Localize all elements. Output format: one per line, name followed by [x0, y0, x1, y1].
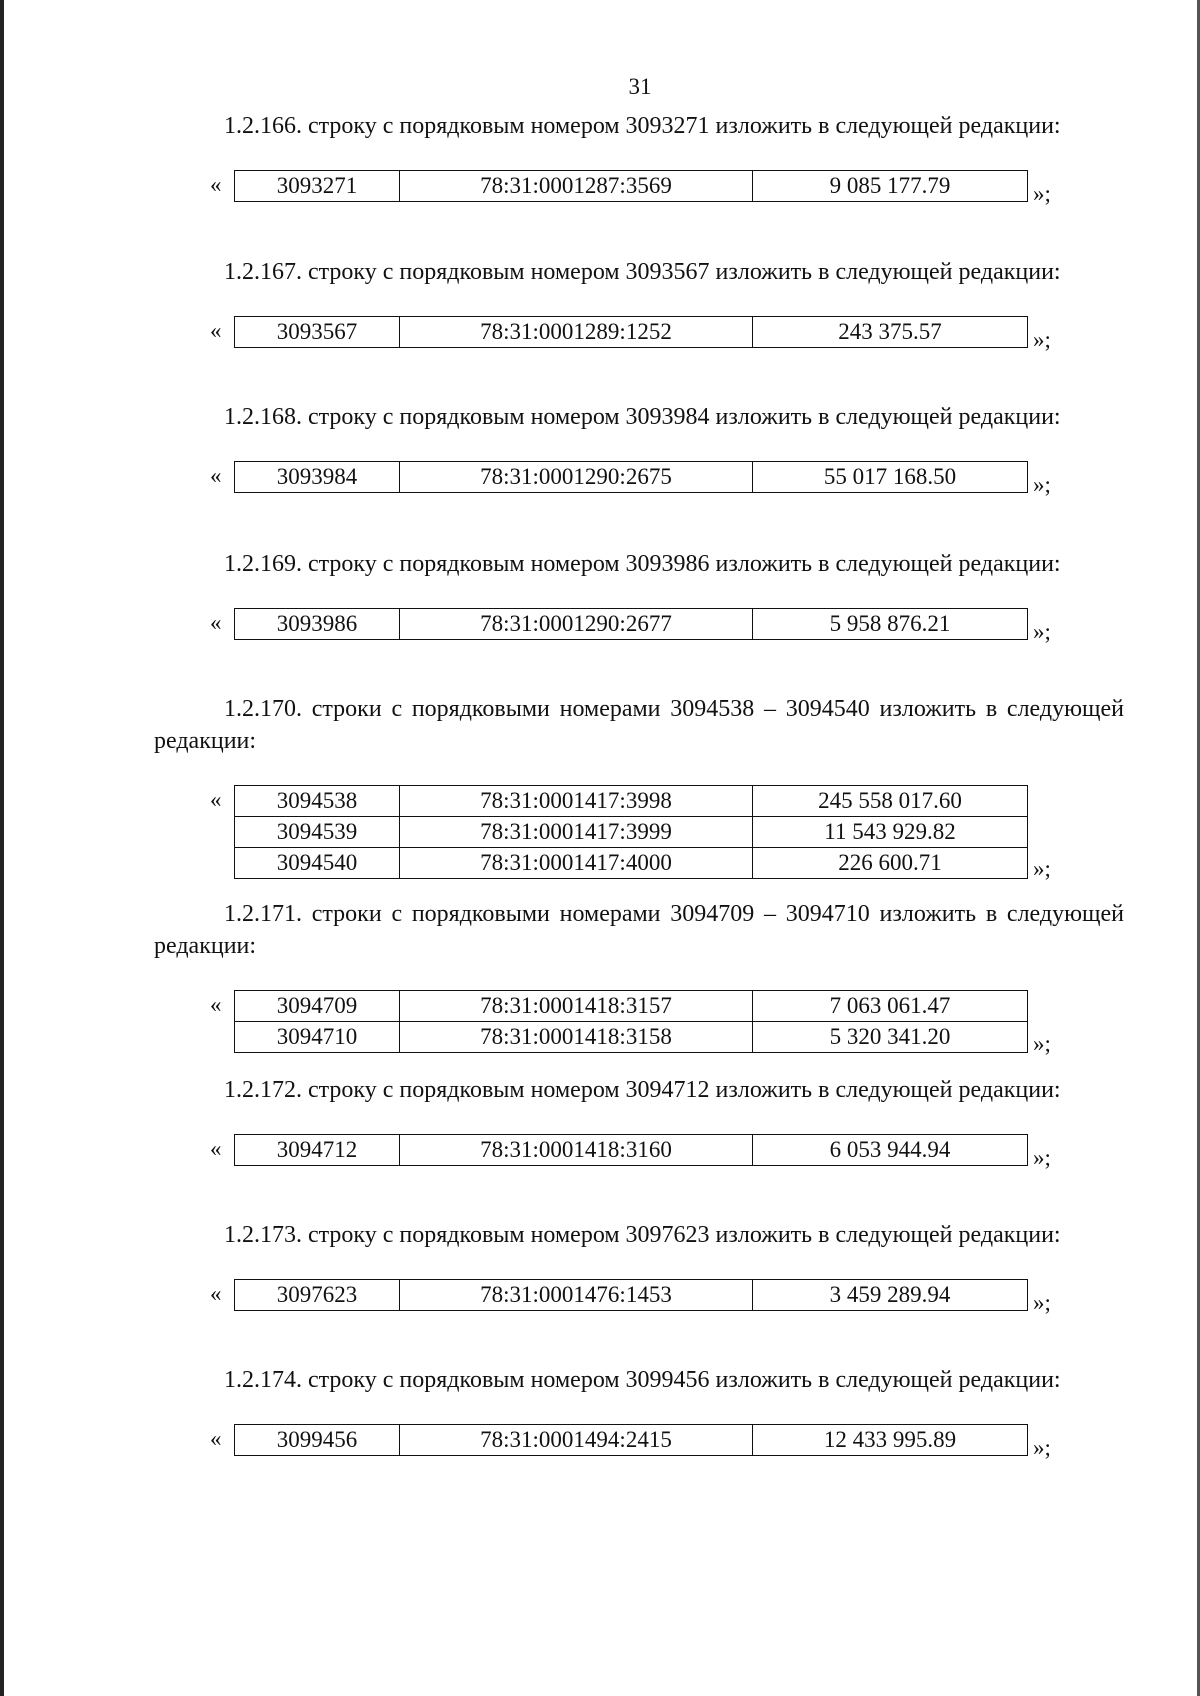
cadastral-number: 78:31:0001290:2675: [400, 462, 753, 493]
cadastral-value: 245 558 017.60: [753, 786, 1028, 817]
closing-quote: »;: [1033, 1145, 1051, 1170]
cadastral-value: 226 600.71: [753, 848, 1028, 879]
closing-quote: »;: [1033, 327, 1051, 352]
cadastral-number: 78:31:0001290:2677: [400, 609, 753, 640]
opening-quote: «: [210, 463, 222, 488]
cadastral-number: 78:31:0001287:3569: [400, 171, 753, 202]
amendment-entry: [154, 548, 1124, 644]
cadastral-number: 78:31:0001418:3158: [400, 1022, 753, 1053]
amendment-text: 1.2.172. строку с порядковым номером 3094712 изложить в следующей редакции:: [224, 1077, 1061, 1103]
quoted-table-block: [154, 1134, 1124, 1170]
row-sequence-number: 3097623: [235, 1280, 400, 1311]
table-row: [235, 1135, 1028, 1166]
cadastral-number: 78:31:0001289:1252: [400, 317, 753, 348]
cadastral-number: 78:31:0001417:3998: [400, 786, 753, 817]
row-table: [234, 316, 1028, 348]
row-sequence-number: 3093986: [235, 609, 400, 640]
table-row: [235, 609, 1028, 640]
row-table: [234, 170, 1028, 202]
cadastral-number: 78:31:0001418:3160: [400, 1135, 753, 1166]
closing-quote: »;: [1033, 856, 1051, 881]
amendment-entry: [154, 1074, 1124, 1170]
cadastral-number: 78:31:0001418:3157: [400, 991, 753, 1022]
cadastral-value: 243 375.57: [753, 317, 1028, 348]
closing-quote: »;: [1033, 619, 1051, 644]
cadastral-value: 55 017 168.50: [753, 462, 1028, 493]
amendment-entry: [154, 1364, 1124, 1460]
table-row: [235, 786, 1028, 817]
amendment-text: 1.2.173. строку с порядковым номером 3097623 изложить в следующей редакции:: [224, 1222, 1061, 1248]
row-sequence-number: 3093984: [235, 462, 400, 493]
amendment-text: 1.2.168. строку с порядковым номером 3093984 изложить в следующей редакции:: [224, 404, 1061, 430]
row-table: [234, 461, 1028, 493]
cadastral-value: 5 320 341.20: [753, 1022, 1028, 1053]
row-table: [234, 990, 1028, 1053]
amendment-text: 1.2.169. строку с порядковым номером 3093986 изложить в следующей редакции:: [224, 551, 1061, 577]
amendment-entry: [154, 693, 1124, 881]
quoted-table-block: [154, 170, 1124, 206]
cadastral-value: 9 085 177.79: [753, 171, 1028, 202]
opening-quote: «: [210, 172, 222, 197]
table-row: [235, 171, 1028, 202]
opening-quote: «: [210, 1281, 222, 1306]
table-row: [235, 848, 1028, 879]
opening-quote: «: [210, 992, 222, 1017]
closing-quote: »;: [1033, 181, 1051, 206]
quoted-table-block: [154, 461, 1124, 497]
quoted-table-block: [154, 990, 1124, 1056]
row-table: [234, 1134, 1028, 1166]
cadastral-number: 78:31:0001476:1453: [400, 1280, 753, 1311]
cadastral-value: 7 063 061.47: [753, 991, 1028, 1022]
amendment-entry: [154, 256, 1124, 352]
row-sequence-number: 3094710: [235, 1022, 400, 1053]
closing-quote: »;: [1033, 1031, 1051, 1056]
amendment-text: 1.2.170. строки с порядковыми номерами 3094538 – 3094540 изложить в следующей редакции:: [154, 696, 1124, 754]
row-sequence-number: 3094709: [235, 991, 400, 1022]
row-sequence-number: 3093271: [235, 171, 400, 202]
table-row: [235, 462, 1028, 493]
cadastral-value: 6 053 944.94: [753, 1135, 1028, 1166]
opening-quote: «: [210, 318, 222, 343]
amendment-entry: [154, 110, 1124, 206]
opening-quote: «: [210, 1426, 222, 1451]
cadastral-number: 78:31:0001417:3999: [400, 817, 753, 848]
table-row: [235, 991, 1028, 1022]
row-table: [234, 785, 1028, 879]
closing-quote: »;: [1033, 1290, 1051, 1315]
cadastral-number: 78:31:0001417:4000: [400, 848, 753, 879]
quoted-table-block: [154, 1279, 1124, 1315]
cadastral-value: 5 958 876.21: [753, 609, 1028, 640]
amendment-entry: [154, 401, 1124, 497]
table-row: [235, 1280, 1028, 1311]
table-row: [235, 817, 1028, 848]
row-table: [234, 1424, 1028, 1456]
row-table: [234, 608, 1028, 640]
quoted-table-block: [154, 608, 1124, 644]
amendment-text: 1.2.166. строку с порядковым номером 3093271 изложить в следующей редакции:: [224, 113, 1061, 139]
quoted-table-block: [154, 316, 1124, 352]
row-sequence-number: 3094538: [235, 786, 400, 817]
closing-quote: »;: [1033, 1435, 1051, 1460]
quoted-table-block: [154, 785, 1124, 881]
table-row: [235, 1425, 1028, 1456]
row-sequence-number: 3099456: [235, 1425, 400, 1456]
amendment-text: 1.2.174. строку с порядковым номером 3099456 изложить в следующей редакции:: [224, 1367, 1061, 1393]
quoted-table-block: [154, 1424, 1124, 1460]
amendment-text: 1.2.167. строку с порядковым номером 3093567 изложить в следующей редакции:: [224, 259, 1061, 285]
row-sequence-number: 3094539: [235, 817, 400, 848]
opening-quote: «: [210, 610, 222, 635]
row-sequence-number: 3093567: [235, 317, 400, 348]
cadastral-number: 78:31:0001494:2415: [400, 1425, 753, 1456]
amendment-text: 1.2.171. строки с порядковыми номерами 3094709 – 3094710 изложить в следующей редакции:: [154, 901, 1124, 959]
row-sequence-number: 3094712: [235, 1135, 400, 1166]
amendment-entry: [154, 1219, 1124, 1315]
opening-quote: «: [210, 787, 222, 812]
table-row: [235, 1022, 1028, 1053]
scan-left-border: [0, 0, 4, 1696]
table-row: [235, 317, 1028, 348]
row-sequence-number: 3094540: [235, 848, 400, 879]
cadastral-value: 12 433 995.89: [753, 1425, 1028, 1456]
amendment-entry: [154, 898, 1124, 1056]
opening-quote: «: [210, 1136, 222, 1161]
cadastral-value: 11 543 929.82: [753, 817, 1028, 848]
page-number: 31: [628, 74, 652, 99]
closing-quote: »;: [1033, 472, 1051, 497]
cadastral-value: 3 459 289.94: [753, 1280, 1028, 1311]
row-table: [234, 1279, 1028, 1311]
